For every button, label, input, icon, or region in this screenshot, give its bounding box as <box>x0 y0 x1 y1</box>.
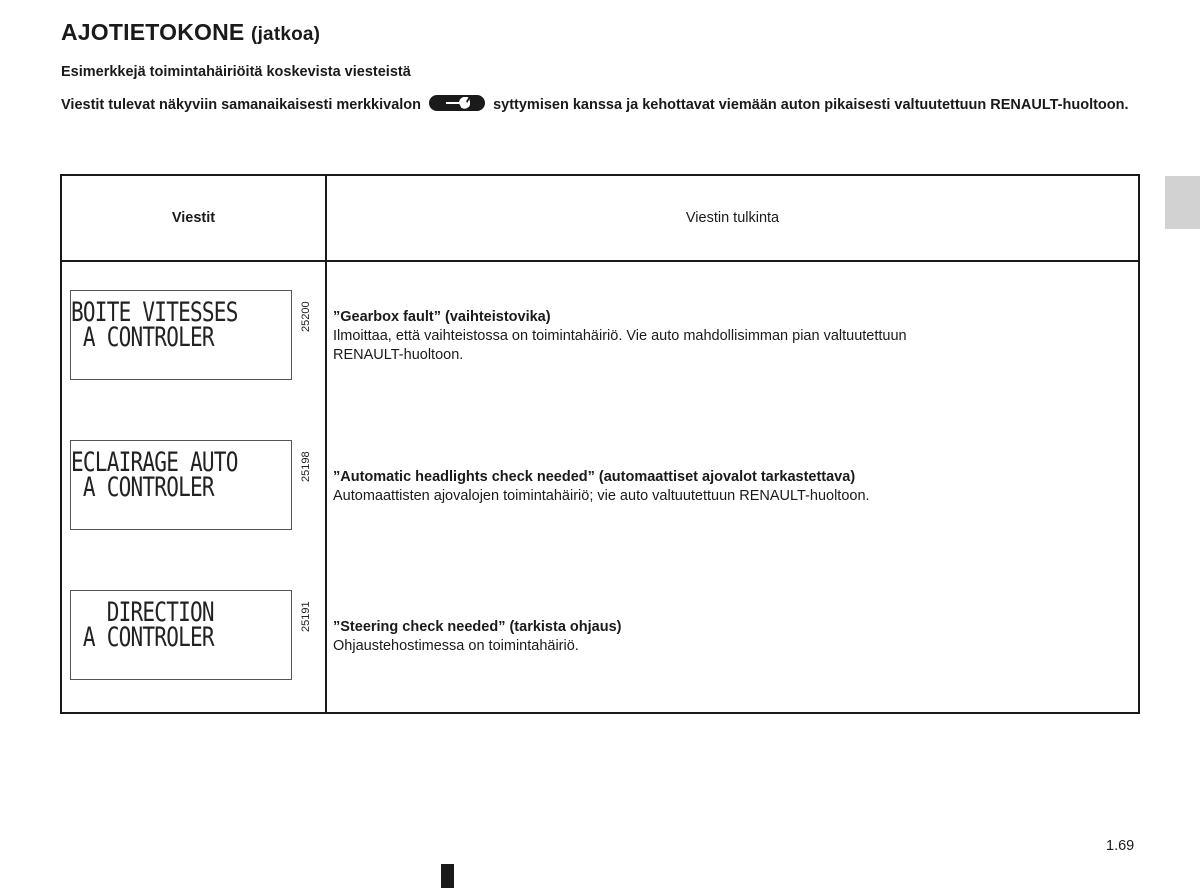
message-heading: ”Automatic headlights check needed” (automaattiset ajovalot tarkastettava) <box>333 469 856 485</box>
intro-paragraph <box>61 95 1140 115</box>
page-title <box>61 19 320 46</box>
lcd-line-2: A CONTROLER <box>71 622 214 653</box>
title-main: AJOTIETOKONE <box>61 19 245 45</box>
lcd-line-2: A CONTROLER <box>71 472 214 503</box>
image-code: 25191 <box>300 601 312 632</box>
section-subheading: Esimerkkejä toimintahäiriöitä koskevista viesteistä <box>61 64 411 80</box>
lcd-display-steering <box>70 590 292 680</box>
message-body: Ohjaustehostimessa on toimintahäiriö. <box>333 638 579 654</box>
section-side-tab <box>1165 176 1200 229</box>
table-header-row <box>61 175 1139 261</box>
wrench-icon <box>429 95 485 111</box>
image-code: 25200 <box>300 301 312 332</box>
lcd-line-1: DIRECTION <box>71 597 214 628</box>
message-heading: ”Steering check needed” (tarkista ohjaus) <box>333 619 622 635</box>
title-suffix: (jatkoa) <box>251 24 321 45</box>
intro-text-after: syttymisen kanssa ja kehottavat viemään auton pikaisesti valtuutettuun RENAULT-huoltoon. <box>493 97 1129 113</box>
message-body: Automaattisten ajovalojen toimintahäiriö; vie auto valtuutettuun RENAULT-huoltoon. <box>333 488 870 504</box>
interpretations-cell <box>326 261 1139 713</box>
column-header-messages: Viestit <box>61 175 326 261</box>
intro-text-before: Viestit tulevat näkyviin samanaikaisesti merkkivalon <box>61 97 422 113</box>
message-heading: ”Gearbox fault” (vaihteistovika) <box>333 309 551 325</box>
table-row <box>61 261 1139 713</box>
lcd-display-headlights <box>70 440 292 530</box>
message-steering <box>333 618 913 656</box>
column-header-interpretation: Viestin tulkinta <box>326 175 1139 261</box>
lcd-line-1: BOITE VITESSES <box>71 297 238 328</box>
lcd-line-2: A CONTROLER <box>71 322 214 353</box>
page-number: 1.69 <box>1106 838 1135 854</box>
message-headlights <box>333 468 1123 506</box>
lcd-line-1: ECLAIRAGE AUTO <box>71 447 238 478</box>
message-body: Ilmoittaa, että vaihteistossa on toimintahäiriö. Vie auto mahdollisimman pian valtuutettuun RENAULT-huoltoon. <box>333 328 907 363</box>
page-edge-marker <box>441 864 454 888</box>
messages-table <box>60 174 1140 714</box>
image-code: 25198 <box>300 451 312 482</box>
lcd-display-gearbox <box>70 290 292 380</box>
display-images-cell <box>61 261 326 713</box>
message-gearbox <box>333 308 913 365</box>
